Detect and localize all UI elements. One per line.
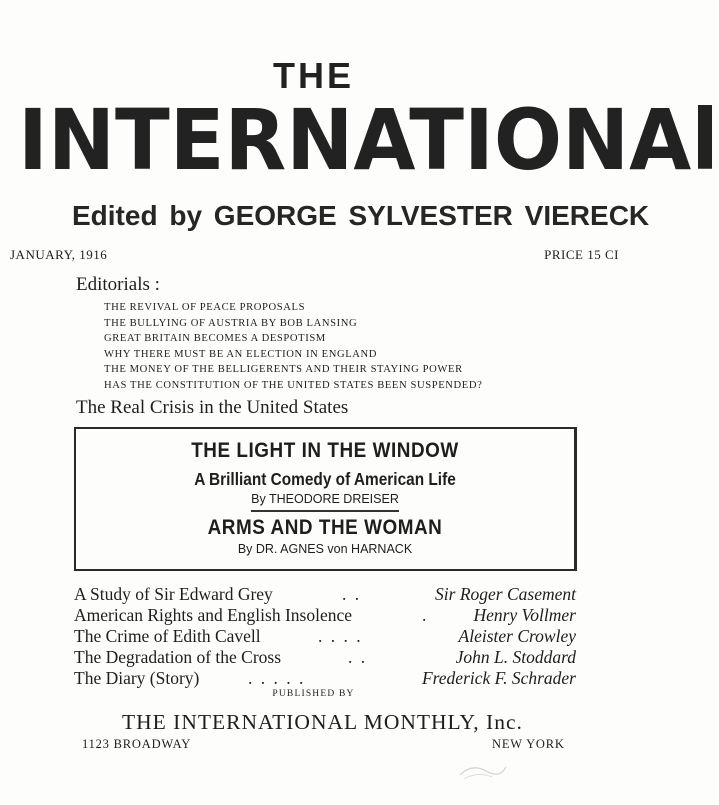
- editorial-item: WHY THERE MUST BE AN ELECTION IN ENGLAND: [104, 348, 378, 360]
- contents-item: [74, 647, 576, 668]
- masthead-the: THE: [273, 55, 354, 96]
- story1-subtitle: A Brilliant Comedy of American Life: [194, 469, 456, 489]
- contents-item: [74, 668, 576, 689]
- story1-byline: By THEODORE DREISER: [251, 492, 399, 506]
- publisher-city: NEW YORK: [492, 737, 565, 751]
- editorial-item: THE MONEY OF THE BELLIGERENTS AND THEIR STAYING POWER: [104, 364, 463, 375]
- box-divider: [251, 510, 399, 512]
- editorial-item: GREAT BRITAIN BECOMES A DESPOTISM: [104, 333, 326, 344]
- story2-title: ARMS AND THE WOMAN: [207, 516, 443, 539]
- contents-item: [74, 605, 576, 626]
- contents-title: The Diary (Story): [74, 668, 200, 688]
- contents-list: [74, 584, 576, 689]
- featured-stories-box: [74, 427, 577, 571]
- contents-dots: . . . .: [318, 626, 363, 646]
- contents-dots: .: [422, 605, 429, 625]
- contents-title: A Study of Sir Edward Grey: [74, 584, 273, 604]
- contents-author: Henry Vollmer: [473, 605, 576, 625]
- contents-author: Aleister Crowley: [458, 626, 576, 646]
- contents-item: [74, 584, 576, 605]
- contents-item: [74, 626, 576, 647]
- magazine-title: INTERNATIONAl: [18, 91, 719, 189]
- contents-author: Sir Roger Casement: [435, 584, 576, 604]
- issue-date: JANUARY, 1916: [10, 247, 108, 262]
- issue-price: PRICE 15 CI: [544, 247, 619, 262]
- editorial-item: THE REVIVAL OF PEACE PROPOSALS: [104, 302, 306, 313]
- story2-byline: By DR. AGNES von HARNACK: [237, 542, 413, 556]
- contents-title: American Rights and English Insolence: [74, 605, 352, 625]
- faint-stamp-mark: [456, 757, 510, 783]
- publisher-address: 1123 BROADWAY: [82, 737, 192, 751]
- contents-dots: . .: [348, 647, 368, 667]
- editorial-item: THE BULLYING OF AUSTRIA BY BOB LANSING: [104, 317, 358, 329]
- story1-title: THE LIGHT IN THE WINDOW: [191, 439, 459, 462]
- contents-dots: . .: [342, 584, 362, 604]
- contents-dots: . . . . .: [248, 668, 306, 688]
- editorials-heading: Editorials :: [76, 274, 160, 295]
- real-crisis-article: The Real Crisis in the United States: [76, 397, 349, 418]
- editor-line: Edited by GEORGE SYLVESTER VIERECK: [72, 200, 650, 231]
- contents-author: John L. Stoddard: [455, 647, 576, 667]
- contents-title: The Crime of Edith Cavell: [74, 626, 261, 646]
- publisher-name: THE INTERNATIONAL MONTHLY, Inc.: [122, 710, 523, 734]
- contents-author: Frederick F. Schrader: [421, 668, 576, 688]
- published-by-label: PUBLISHED BY: [272, 689, 355, 699]
- editorial-list: [104, 300, 482, 393]
- editorial-item: HAS THE CONSTITUTION OF THE UNITED STATES BEEN SUSPENDED?: [104, 379, 483, 391]
- contents-title: The Degradation of the Cross: [74, 647, 282, 667]
